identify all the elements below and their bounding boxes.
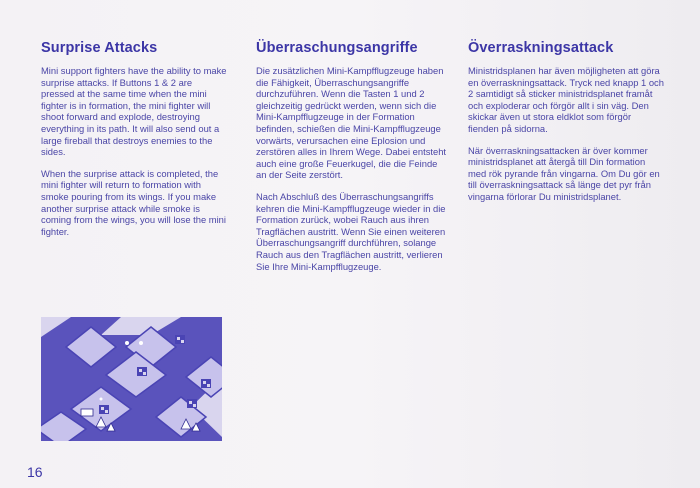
german-paragraph-2: Nach Abschluß des Überraschungsangriffs kehren die Mini-Kampfflugzeuge wieder in die Formation zurück, wobei Rauch aus ihren Tragflächen austritt. Wenn Sie einen weiteren Überraschungsangriff durchführen, solange Rauch aus den Tragflächen austritt, verlieren Sie Ihre Mini-Kampfflugzeuge.: [256, 190, 446, 272]
swedish-paragraph-1: Ministridsplanen har även möjligheten att göra en överraskningsattack. Tryck ned knapp 1 och 2 samtidigt så sticker ministridsplanet framåt och exploderar och förgör allt i sin väg. Den skickar även ut stora eldklot som förgör fienden på sidorna.: [468, 65, 664, 134]
german-heading: Überraschungsangriffe: [256, 40, 418, 56]
english-paragraph-1: Mini support fighters have the ability to make surprise attacks. If Buttons 1 & 2 are pressed at the same time when the mini fighter is in formation, the mini fighter will shoot forward and explode, destroying everything in its path. It will also send out a large fireball that destroys enemies to the sides.: [41, 65, 227, 158]
swedish-heading: Överraskningsattack: [468, 40, 614, 56]
page-number: 16: [27, 464, 43, 480]
english-paragraph-2: When the surprise attack is completed, the mini fighter will return to formation with smoke pouring from its wings. If you make another surprise attack while smoke is coming from the wings, you will lose the mini fighter.: [41, 167, 226, 237]
english-column: [41, 40, 227, 247]
game-screenshot: [41, 317, 222, 441]
swedish-paragraph-2: När överraskningsattacken är över kommer ministridsplanet att återgå till Din formation med rök pyrande från vingarna. Om Du gör en till överraskningsattack så länge det pyr från vingarna förlorar Du ministridsplanet.: [468, 144, 660, 202]
german-paragraph-1: Die zusätzlichen Mini-Kampfflugzeuge haben die Fähigkeit, Überraschungsangriffe durchzuführen. Wenn die Tasten 1 und 2 gleichzeitig gedrückt werden, wenn sich die Mini-Kampfflugzeuge in der Formation befinden, schießen die Mini-Kampfflugzeuge vorwärts, verursachen eine Eplosion und zerstören alles in Ihrem Wege. Dabei entsteht auch eine große Feuerkugel, die die Feinde an der Seite zerstört.: [256, 65, 447, 181]
swedish-column: [468, 40, 664, 213]
english-heading: Surprise Attacks: [41, 40, 158, 56]
game-screenshot-image: [41, 317, 222, 441]
german-column: [256, 40, 448, 282]
